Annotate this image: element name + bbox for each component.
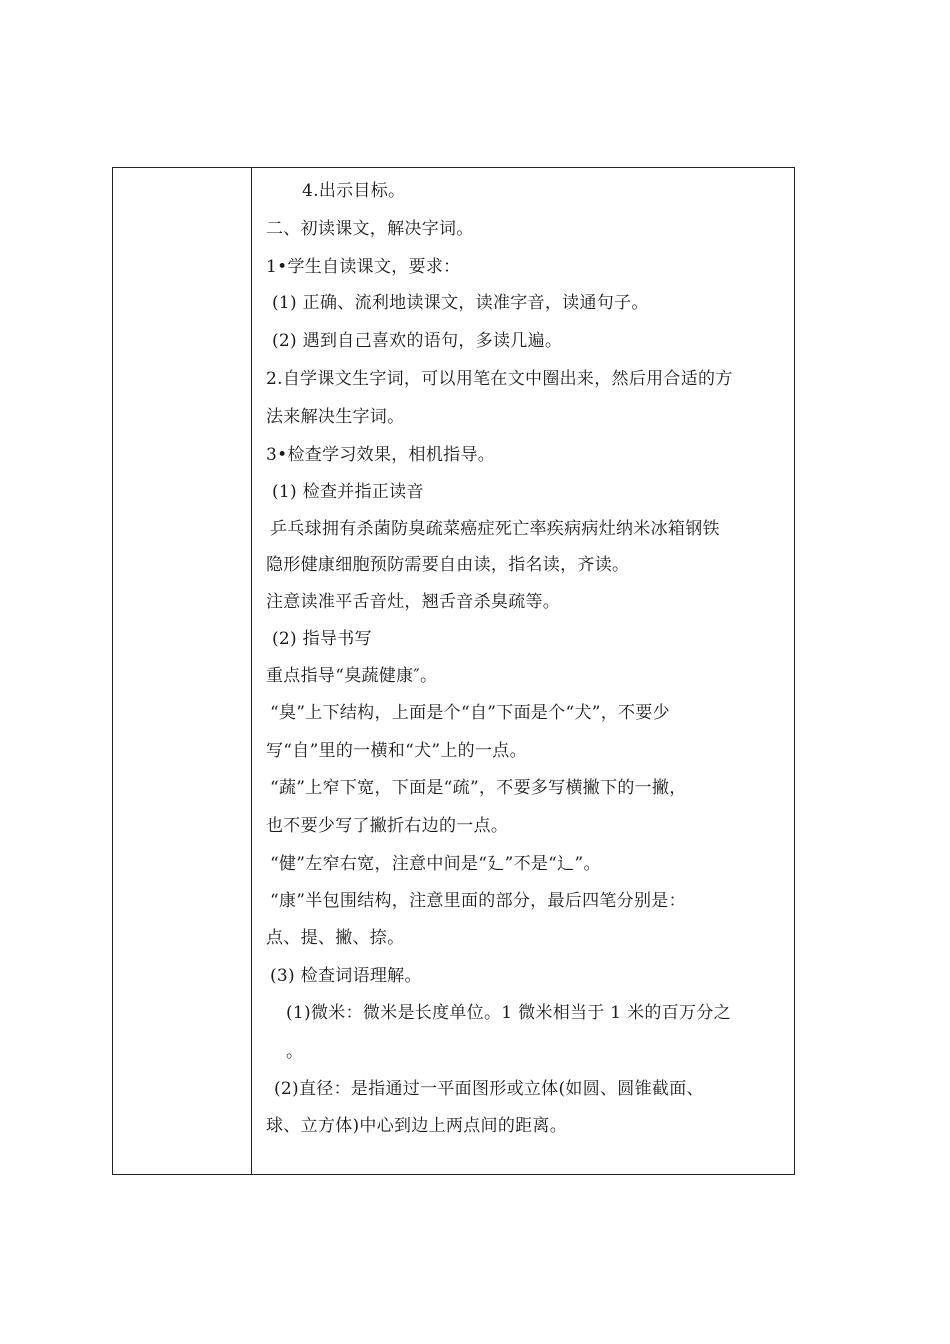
text-line: 3•检查学习效果，相机指导。 xyxy=(266,445,496,465)
text-line: (1)微米：微米是长度单位。1 微米相当于 1 米的百万分之 xyxy=(286,1003,731,1023)
text-line: (3) 检查词语理解。 xyxy=(270,966,422,986)
text-line: “康”半包围结构，注意里面的部分，最后四笔分别是： xyxy=(270,891,686,911)
text-line: “蔬”上窄下宽，下面是“疏”，不要多写横撇下的一撇， xyxy=(270,778,687,798)
text-line: (2) 指导书写 xyxy=(272,629,372,649)
text-line: 法来解决生字词。 xyxy=(266,407,405,427)
text-line: 隐形健康细胞预防需要自由读，指名读，齐读。 xyxy=(266,555,630,575)
text-line: 。 xyxy=(286,1042,304,1062)
text-line: 重点指导“臭蔬健康″。 xyxy=(266,666,438,686)
text-line: (2) 遇到自己喜欢的语句，多读几遍。 xyxy=(272,331,563,351)
lesson-table xyxy=(112,167,795,1175)
text-line: 注意读准平舌音灶，翘舌音杀臭疏等。 xyxy=(266,592,561,612)
text-line: 写“自”里的一横和“犬”上的一点。 xyxy=(266,741,527,761)
text-line: “健”左窄右宽，注意中间是“廴”不是“辶”。 xyxy=(270,854,601,874)
table-left-column xyxy=(113,168,252,1174)
text-line: (1) 检查并指正读音 xyxy=(272,482,424,502)
table-right-column xyxy=(252,168,794,1174)
text-line: 4.出示目标。 xyxy=(302,181,406,201)
text-line: (2)直径：是指通过一平面图形或立体(如圆、圆锥截面、 xyxy=(274,1079,704,1099)
text-line: “臭”上下结构，上面是个“自”下面是个“犬”，不要少 xyxy=(270,703,670,723)
text-line: (1) 正确、流利地读课文，读准字音，读通句子。 xyxy=(272,293,649,313)
text-line: 2.自学课文生字词，可以用笔在文中圈出来，然后用合适的方 xyxy=(266,369,733,389)
section-heading: 二、初读课文，解决字词。 xyxy=(266,219,474,239)
text-line: 球、立方体)中心到边上两点间的距离。 xyxy=(266,1116,568,1136)
text-line: 也不要少写了撇折右边的一点。 xyxy=(266,816,509,836)
text-line: 点、提、撇、捺。 xyxy=(266,928,405,948)
text-line: 乒乓球拥有杀菌防臭疏菜癌症死亡率疾病病灶纳米冰箱钢铁 xyxy=(270,519,720,539)
text-line: 1•学生自读课文，要求： xyxy=(266,257,461,277)
